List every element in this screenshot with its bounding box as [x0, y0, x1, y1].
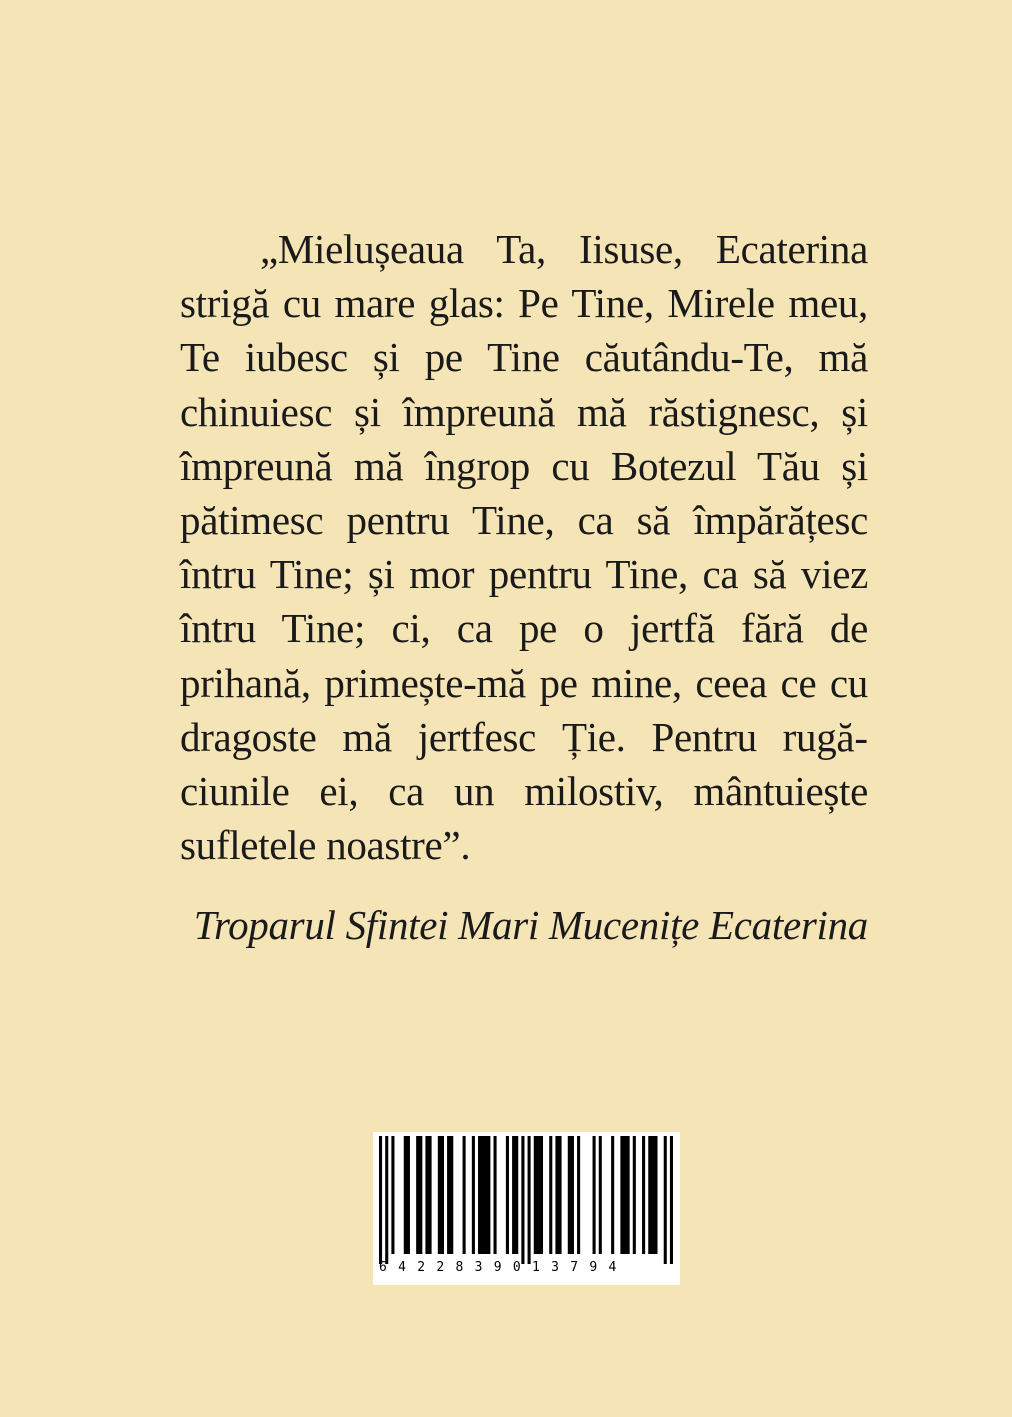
- barcode-bar: [521, 1136, 524, 1264]
- barcode-bar: [534, 1136, 543, 1254]
- barcode-bar: [472, 1136, 475, 1254]
- barcode-bar: [506, 1136, 509, 1254]
- barcode-bar: [611, 1136, 614, 1254]
- barcode-bar: [447, 1136, 453, 1254]
- barcode-bar: [648, 1136, 657, 1254]
- barcode-bar: [494, 1136, 497, 1254]
- barcode-bar: [642, 1136, 645, 1254]
- barcode-bar: [416, 1136, 422, 1254]
- barcode-bar: [385, 1136, 388, 1264]
- barcode-bar: [568, 1136, 574, 1254]
- barcode-bar: [620, 1136, 629, 1254]
- barcode-bar: [512, 1136, 518, 1254]
- barcode-bar: [670, 1136, 673, 1264]
- barcode-bar: [555, 1136, 561, 1254]
- barcode-bar: [633, 1136, 636, 1254]
- barcode-bar: [478, 1136, 490, 1254]
- barcode-bar: [577, 1136, 580, 1254]
- barcode-bar: [528, 1136, 531, 1264]
- barcode-bar: [664, 1136, 667, 1264]
- quote-text: „Mielușeaua Ta, Iisuse, Ecaterina strigă cu mare glas: Pe Tine, Mirele meu, Te iubesc și pe Tine căutându-Te, mă chinuiesc și împreună mă răstignesc, și împreună mă îngrop cu Botezul Tău și pătimesc pentru Tine, ca să împărățesc întru Tine; și mor pentru Tine, ca să viez întru Tine; ci, ca pe o jertfă fără de prihană, primește-mă pe mine, ceea ce cu dragoste mă jertfesc Ție. Pentru rugăciunile ei, ca un milostiv, mântuiește sufletele noastre”.: [180, 226, 868, 869]
- barcode-bar: [593, 1136, 596, 1254]
- barcode-bar: [549, 1136, 552, 1254]
- barcode-bar: [391, 1136, 394, 1254]
- barcode-bar: [438, 1136, 444, 1254]
- barcode-bar: [599, 1136, 602, 1254]
- barcode: [373, 1132, 680, 1285]
- barcode-digits: 6422839013794: [379, 1260, 628, 1275]
- quote-source: Troparul Sfintei Mari Mucenițe Ecaterina: [193, 902, 868, 948]
- barcode-bar: [404, 1136, 410, 1254]
- barcode-bar: [379, 1136, 382, 1264]
- barcode-bar: [463, 1136, 466, 1254]
- barcode-bar: [425, 1136, 431, 1254]
